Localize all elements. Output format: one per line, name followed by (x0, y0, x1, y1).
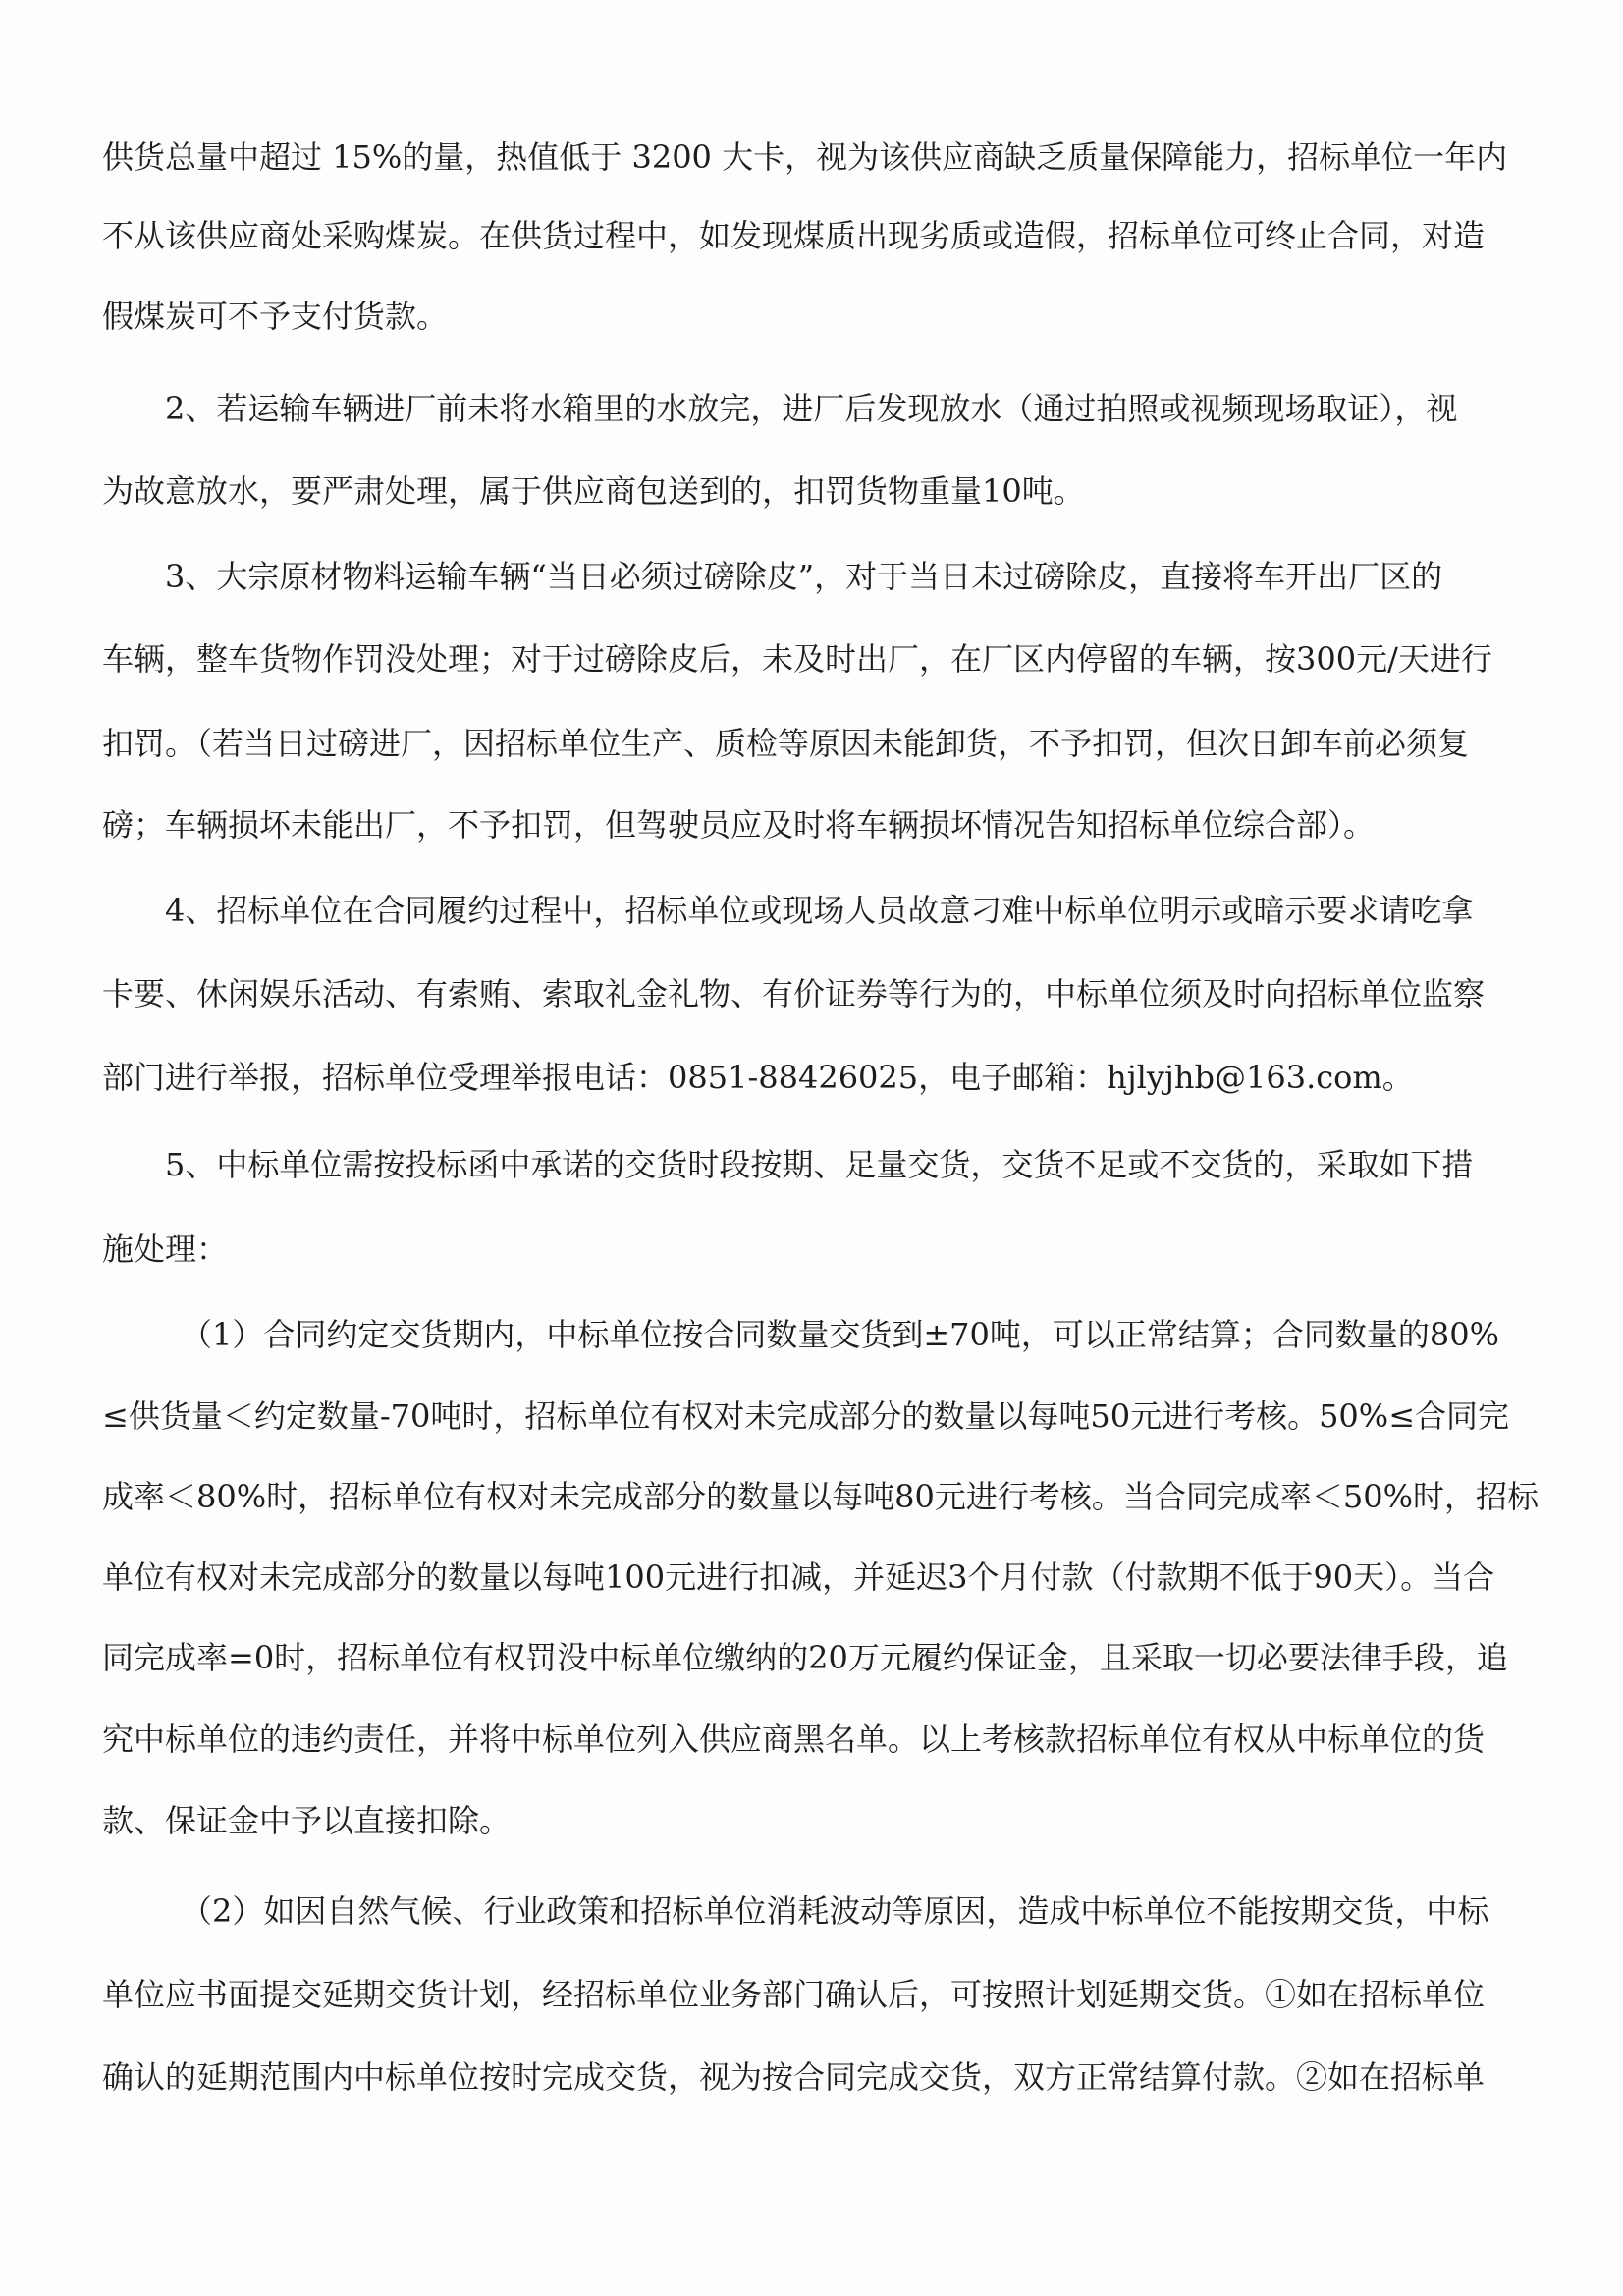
body-text-line: 确认的延期范围内中标单位按时完成交货，视为按合同完成交货，双方正常结算付款。②如在招标单 (102, 2058, 1486, 2096)
report-contact-line: 部门进行举报，招标单位受理举报电话：0851-88426025，电子邮箱：hjlyjhb@163.com。 (102, 1059, 1414, 1096)
clause-4-first-line: 4、招标单位在合同履约过程中，招标单位或现场人员故意刁难中标单位明示或暗示要求请吃拿 (165, 892, 1474, 929)
clause-2-first-line: 2、若运输车辆进厂前未将水箱里的水放完，进厂后发现放水（通过拍照或视频现场取证），视 (165, 390, 1458, 427)
body-text-line: 扣罚。（若当日过磅进厂，因招标单位生产、质检等原因未能卸货，不予扣罚，但次日卸车前必须复 (102, 725, 1470, 762)
subclause-2-first-line: （2）如因自然气候、行业政策和招标单位消耗波动等原因，造成中标单位不能按期交货，中标 (181, 1892, 1489, 1930)
body-text-line: 单位应书面提交延期交货计划，经招标单位业务部门确认后，可按照计划延期交货。①如在招标单位 (102, 1976, 1486, 2013)
clause-5-first-line: 5、中标单位需按投标函中承诺的交货时段按期、足量交货，交货不足或不交货的，采取如下措 (165, 1146, 1474, 1183)
body-text-line: 卡要、休闲娱乐活动、有索贿、索取礼金礼物、有价证券等行为的，中标单位须及时向招标单位监察 (102, 975, 1486, 1012)
body-text-line: 不从该供应商处采购煤炭。在供货过程中，如发现煤质出现劣质或造假，招标单位可终止合同，对造 (102, 217, 1486, 254)
body-text-line: 款、保证金中予以直接扣除。 (102, 1802, 512, 1839)
body-text-line: 同完成率=0时，招标单位有权罚没中标单位缴纳的20万元履约保证金，且采取一切必要法律手段，追 (102, 1639, 1508, 1676)
body-text-line: 为故意放水，要严肃处理，属于供应商包送到的，扣罚货物重量10吨。 (102, 472, 1085, 510)
subclause-1-first-line: （1）合同约定交货期内，中标单位按合同数量交货到±70吨，可以正常结算；合同数量的80% (181, 1316, 1500, 1353)
body-text-line: 供货总量中超过 15%的量，热值低于 3200 大卡，视为该供应商缺乏质量保障能力，招标单位一年内 (102, 138, 1508, 176)
body-text-line: 车辆，整车货物作罚没处理；对于过磅除皮后，未及时出厂，在厂区内停留的车辆，按300元/天进行 (102, 640, 1492, 678)
body-text-line: 假煤炭可不予支付货款。 (102, 298, 449, 335)
body-text-line: ≤供货量＜约定数量-70吨时，招标单位有权对未完成部分的数量以每吨50元进行考核。50%≤合同完 (102, 1397, 1510, 1435)
body-text-line: 施处理： (102, 1230, 229, 1268)
body-text-line: 单位有权对未完成部分的数量以每吨100元进行扣减，并延迟3个月付款（付款期不低于90天）。当合 (102, 1558, 1495, 1596)
clause-3-first-line: 3、大宗原材物料运输车辆“当日必须过磅除皮”，对于当日未过磅除皮，直接将车开出厂区的 (165, 558, 1443, 595)
body-text-line: 磅；车辆损坏未能出厂，不予扣罚，但驾驶员应及时将车辆损坏情况告知招标单位综合部）。 (102, 806, 1376, 844)
body-text-line: 究中标单位的违约责任，并将中标单位列入供应商黑名单。以上考核款招标单位有权从中标单位的货 (102, 1721, 1486, 1758)
body-text-line: 成率＜80%时，招标单位有权对未完成部分的数量以每吨80元进行考核。当合同完成率＜50%时，招标 (102, 1478, 1539, 1515)
